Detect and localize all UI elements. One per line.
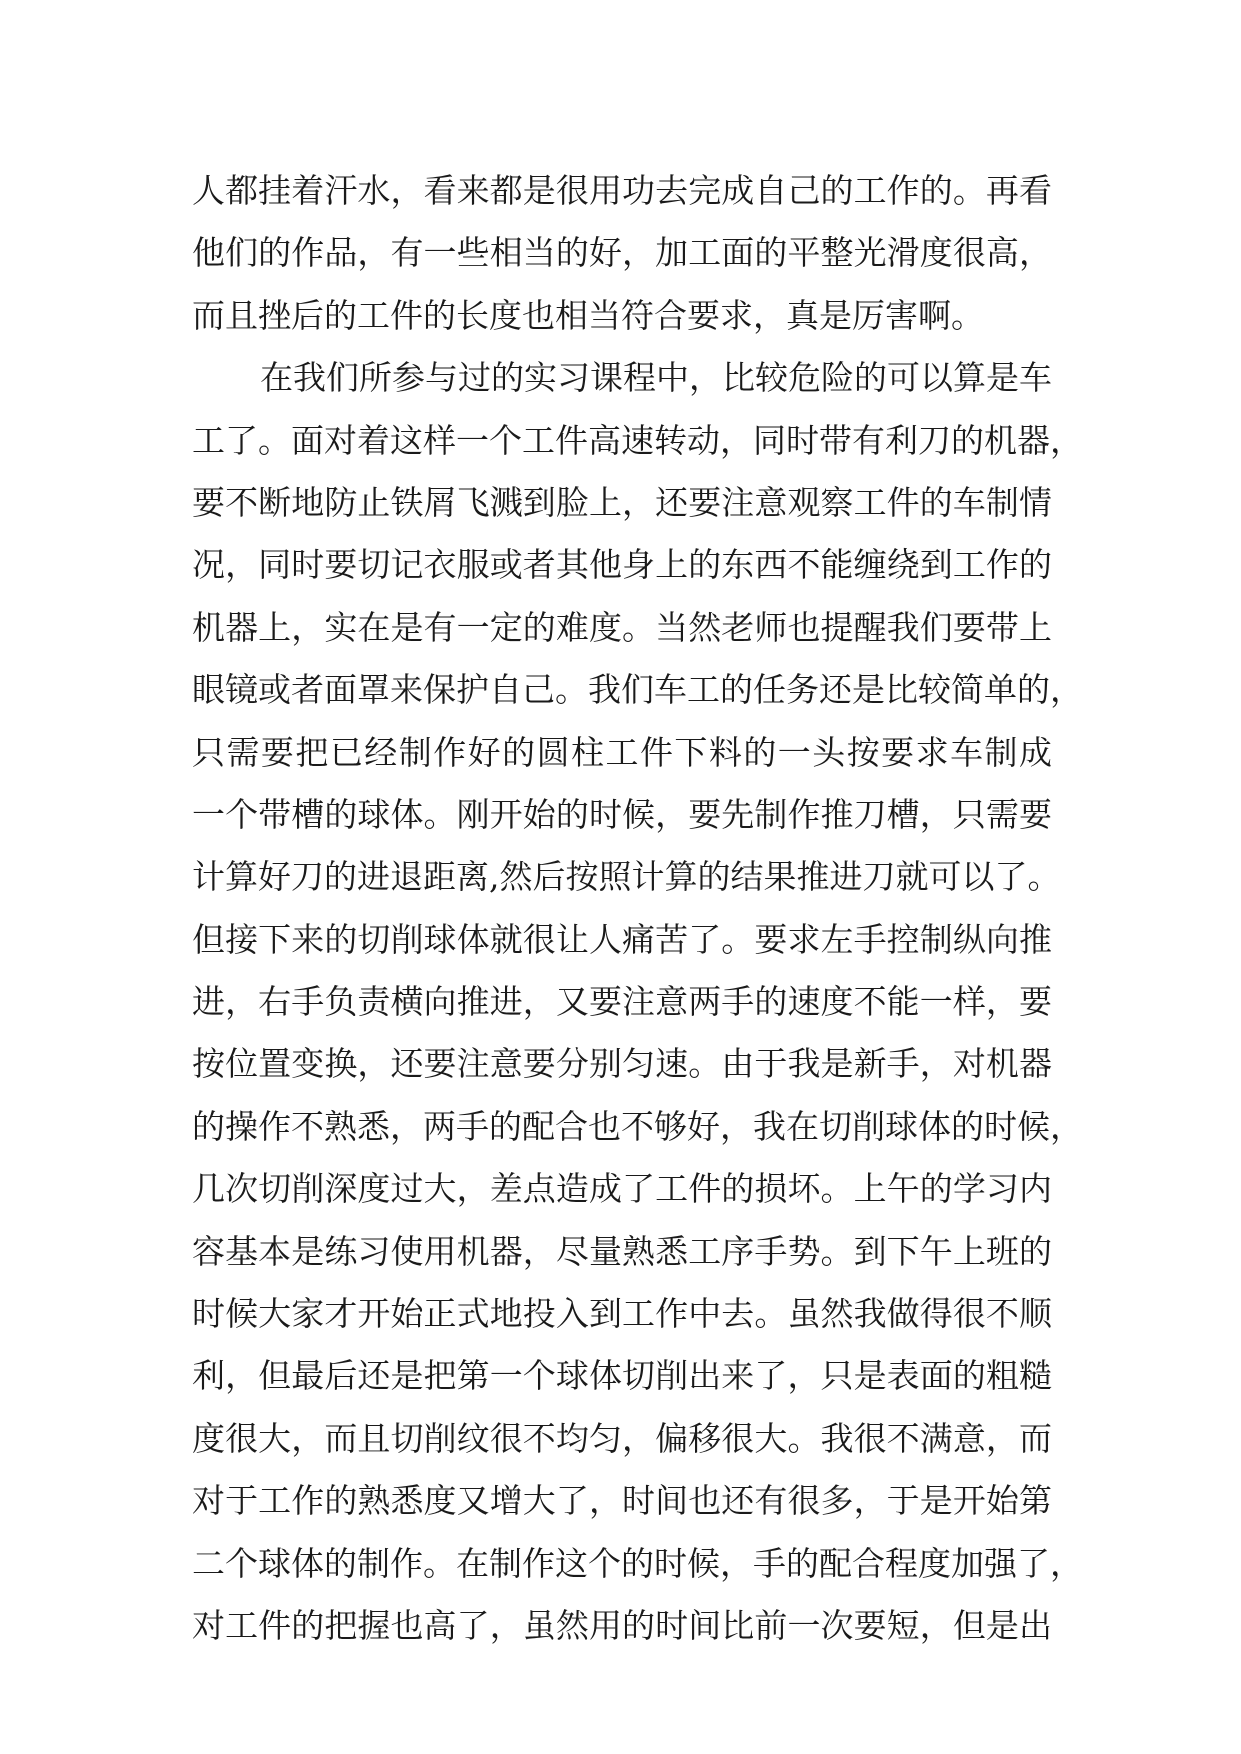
text-line: 时候大家才开始正式地投入到工作中去。虽然我做得很不顺 (192, 1294, 1052, 1334)
text-line: 的操作不熟悉，两手的配合也不够好，我在切削球体的时候， (192, 1106, 1083, 1146)
text-line: 利，但最后还是把第一个球体切削出来了，只是表面的粗糙 (192, 1356, 1052, 1396)
text-line: 但接下来的切削球体就很让人痛苦了。要求左手控制纵向推 (192, 919, 1052, 959)
text-line: 要不断地防止铁屑飞溅到脸上，还要注意观察工件的车制情 (192, 482, 1052, 522)
text-line: 容基本是练习使用机器，尽量熟悉工序手势。到下午上班的 (192, 1231, 1052, 1271)
text-line: 况，同时要切记衣服或者其他身上的东西不能缠绕到工作的 (192, 545, 1052, 585)
text-line: 人都挂着汗水，看来都是很用功去完成自己的工作的。再看 (192, 171, 1052, 210)
text-line: 对于工作的熟悉度又增大了，时间也还有很多，于是开始第 (192, 1481, 1052, 1521)
text-line: 进，右手负责横向推进，又要注意两手的速度不能一样，要 (192, 982, 1052, 1022)
text-line: 一个带槽的球体。刚开始的时候，要先制作推刀槽，只需要 (192, 794, 1052, 834)
text-line: 工了。面对着这样一个工件高速转动，同时带有利刀的机器， (192, 420, 1083, 460)
text-line: 度很大，而且切削纹很不均匀，偏移很大。我很不满意，而 (192, 1418, 1052, 1458)
text-line: 计算好刀的进退距离,然后按照计算的结果推进刀就可以了。 (192, 857, 1061, 897)
text-line: 眼镜或者面罩来保护自己。我们车工的任务还是比较简单的， (192, 670, 1083, 710)
text-line: 机器上，实在是有一定的难度。当然老师也提醒我们要带上 (192, 607, 1052, 647)
text-line: 二个球体的制作。在制作这个的时候，手的配合程度加强了， (192, 1543, 1083, 1583)
body-text (192, 160, 1083, 1657)
text-line: 而且挫后的工件的长度也相当符合要求，真是厉害啊。 (192, 295, 984, 335)
text-line: 对工件的把握也高了，虽然用的时间比前一次要短，但是出 (192, 1605, 1052, 1645)
text-line: 他们的作品，有一些相当的好，加工面的平整光滑度很高， (192, 233, 1052, 273)
text-line: 几次切削深度过大，差点造成了工件的损坏。上午的学习内 (192, 1169, 1052, 1209)
text-line: 按位置变换，还要注意要分别匀速。由于我是新手，对机器 (192, 1044, 1052, 1084)
paragraph-first-line: 在我们所参与过的实习课程中，比较危险的可以算是车 (260, 358, 1052, 398)
text-line: 只需要把已经制作好的圆柱工件下料的一头按要求车制成 (192, 732, 1052, 772)
